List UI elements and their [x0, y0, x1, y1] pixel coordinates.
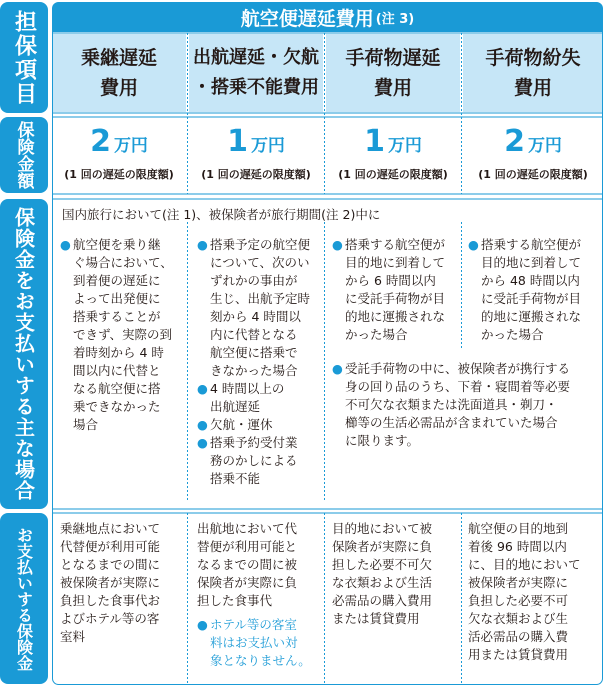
list-item: ● 欠航・運休 — [197, 417, 273, 432]
side-label-payment-benefit: お支払いする保険金 — [0, 513, 48, 684]
list-item: ● 搭乗予約受付業 務のかしによる 搭乗不能 — [197, 435, 298, 486]
bullet-dot-icon: ● — [197, 237, 208, 252]
column-header-transit-delay: 乗継遅延 費用 — [52, 34, 186, 112]
amount-unit: 万円 — [250, 136, 285, 156]
bullet-dot-icon: ● — [197, 435, 208, 450]
list-item: ● 航空便を乗り継 ぐ場合において、 到着便の遅延に よって出発便に 搭乗することが できず、実際の到 着時刻から 4 時 間以内に代替と なる航空便に搭 乗できなかった 場合 — [60, 237, 173, 432]
bullet-dot-icon: ● — [197, 381, 208, 396]
amount-cell-departure-delay — [189, 118, 323, 192]
side-label-payment-cases: 保険金をお支払いする主な場合 — [0, 199, 48, 509]
side-label-coverage-item: 担保項目 — [0, 2, 48, 113]
amount-limit-note: (1 回の遅延の限度額) — [338, 168, 448, 181]
amount-cell-transit-delay — [52, 118, 186, 192]
payment-text-departure-delay: 出航地において代 替便が利用可能と なるまでの間に被 保険者が実際に負 担した食事代 — [197, 521, 298, 608]
payment-text-transit-delay: 乗継地点において 代替便が利用可能 となるまでの間に 被保険者が実際に 負担した食事代お よびホテル等の客 室料 — [60, 521, 161, 644]
case-list-transit-delay — [60, 236, 184, 434]
column-header-baggage-delay: 手荷物遅延 費用 — [326, 34, 460, 112]
amount-value: 2 — [504, 124, 525, 159]
bullet-dot-icon: ● — [197, 417, 208, 432]
case-list-baggage-delay — [332, 236, 458, 344]
amount-unit: 万円 — [113, 136, 148, 156]
bullet-dot-icon: ● — [468, 237, 479, 252]
column-header-baggage-loss: 手荷物紛失 費用 — [463, 34, 603, 112]
bullet-dot-icon: ● — [332, 237, 343, 252]
list-item: ● 搭乗する航空便が 目的地に到着して から 6 時間以内 に受託手荷物が目 的地に運搬されな かった場合 — [332, 237, 446, 342]
payment-exclusion-note: ● ホテル等の客室 料はお支払い対 象となりません。 — [197, 617, 311, 668]
cases-intro-text: 国内旅行において(注 1)、被保険者が旅行期間(注 2)中に — [62, 207, 381, 222]
amount-value: 1 — [364, 124, 385, 159]
header-title: 航空便遅延費用 — [240, 7, 374, 30]
amount-value: 1 — [227, 124, 248, 159]
table-main-header — [52, 2, 603, 32]
amount-cell-baggage-delay — [326, 118, 460, 192]
list-item: ● 搭乗予定の航空便 について、次のい ずれかの事由が 生じ、出航予定時 刻から 4 時間以 内に代替となる 航空便に搭乗で きなかった場合 — [197, 237, 311, 378]
list-item: ● 受託手荷物の中に、被保険者が携行する 身の回り品のうち、下着・寝間着等必要 不可欠な衣類または洗面道具・剃刀・ 櫛等の生活必需品が含まれていた場合 に限ります。 — [332, 361, 571, 448]
list-item: ● 4 時間以上の 出航遅延 — [197, 381, 285, 414]
payment-text-baggage-loss: 航空便の目的地到 着後 96 時間以内 に、目的地において 被保険者が実際に 負担した必要不可 欠な衣類および生 活必需品の購入費 用または賃貸費用 — [468, 521, 581, 662]
bullet-dot-icon: ● — [332, 361, 343, 376]
amount-limit-note: (1 回の遅延の限度額) — [201, 168, 311, 181]
bullet-dot-icon: ● — [197, 617, 208, 632]
case-list-departure-delay — [197, 236, 321, 488]
amount-value: 2 — [90, 124, 111, 159]
case-list-baggage-loss — [468, 236, 600, 344]
amount-unit: 万円 — [527, 136, 562, 156]
column-header-departure-delay: 出航遅延・欠航 ・搭乗不能費用 — [189, 34, 323, 112]
amount-limit-note: (1 回の遅延の限度額) — [64, 168, 174, 181]
amount-limit-note: (1 回の遅延の限度額) — [478, 168, 588, 181]
amount-cell-baggage-loss — [463, 118, 603, 192]
payment-text-baggage-delay: 目的地において被 保険者が実際に負 担した必要不可欠 な衣類および生活 必需品の購入費用 または賃貸費用 — [332, 521, 433, 626]
side-label-insured-amount: 保険金額 — [0, 117, 48, 193]
list-item: ● 搭乗する航空便が 目的地に到着して から 48 時間以内 に受託手荷物が目 的地に運搬されな かった場合 — [468, 237, 582, 342]
amount-unit: 万円 — [387, 136, 422, 156]
case-shared-baggage-note — [332, 360, 600, 450]
header-note: (注 3) — [375, 11, 415, 27]
bullet-dot-icon: ● — [60, 237, 71, 252]
